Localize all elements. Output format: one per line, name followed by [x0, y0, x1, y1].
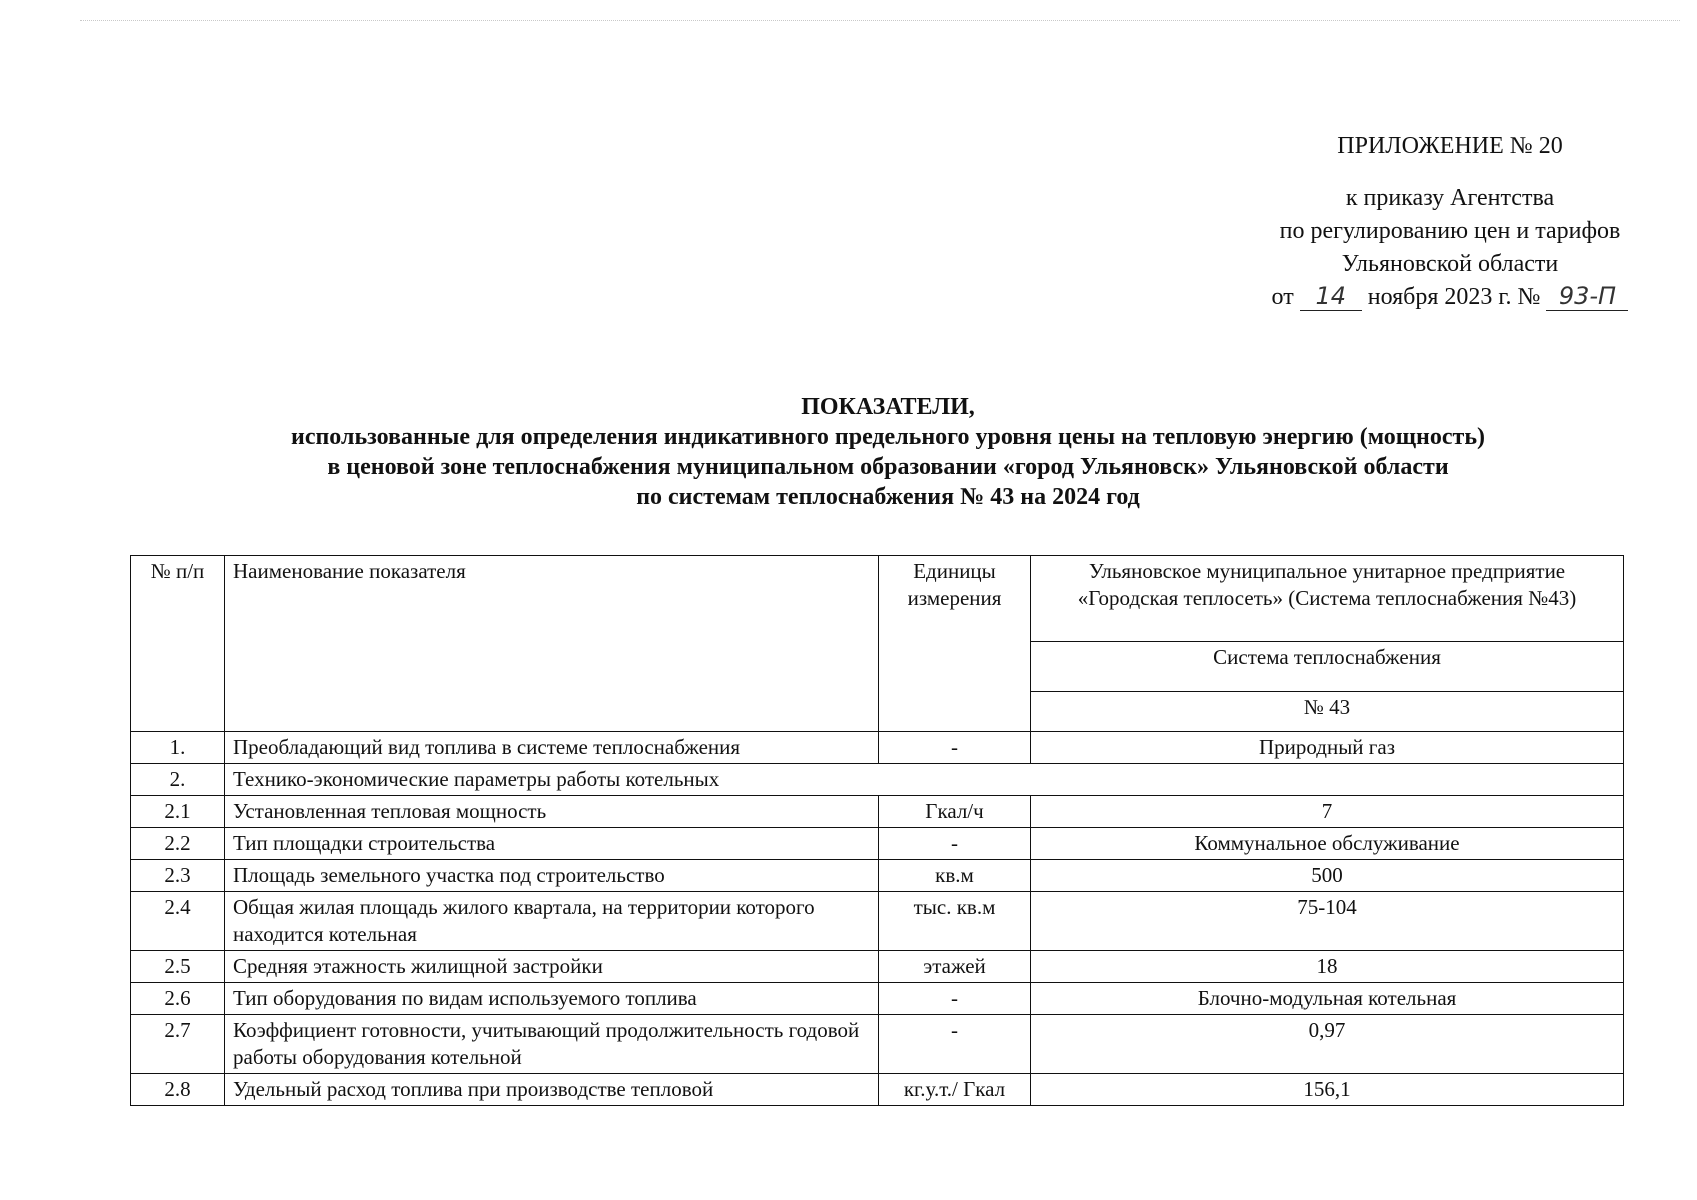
- order-day-handwritten: 14: [1300, 282, 1362, 311]
- table-row: [131, 764, 1624, 796]
- cell-value: 500: [1031, 860, 1624, 892]
- order-middle: ноября 2023 г. №: [1367, 284, 1541, 310]
- appendix-line-1: к приказу Агентства: [1345, 185, 1555, 211]
- cell-num: 2.3: [131, 860, 225, 892]
- cell-value: 18: [1031, 951, 1624, 983]
- cell-num: 2.7: [131, 1015, 225, 1074]
- cell-unit: этажей: [879, 951, 1031, 983]
- appendix-block: [1230, 130, 1670, 314]
- order-line: [1230, 281, 1670, 314]
- appendix-line-2: по регулированию цен и тарифов: [1279, 218, 1621, 244]
- header-system-number: № 43: [1031, 692, 1624, 732]
- table-row: [131, 1015, 1624, 1074]
- cell-unit: -: [879, 1015, 1031, 1074]
- cell-num: 2.4: [131, 892, 225, 951]
- table-row: [131, 828, 1624, 860]
- cell-value: 156,1: [1031, 1074, 1624, 1106]
- cell-unit: кв.м: [879, 860, 1031, 892]
- cell-name: Тип оборудования по видам используемого топлива: [225, 983, 879, 1015]
- cell-section-name: Технико-экономические параметры работы котельных: [225, 764, 1624, 796]
- table-row: [131, 1074, 1624, 1106]
- cell-name: Удельный расход топлива при производстве тепловой: [225, 1074, 879, 1106]
- title-line-1: ПОКАЗАТЕЛИ,: [801, 394, 975, 420]
- table-header-row: [131, 556, 1624, 642]
- title-line-2: использованные для определения индикативного предельного уровня цены на тепловую энергию (мощность): [291, 424, 1485, 450]
- cell-unit: -: [879, 983, 1031, 1015]
- cell-name: Общая жилая площадь жилого квартала, на территории которого находится котельная: [225, 892, 879, 951]
- cell-value: Коммунальное обслуживание: [1031, 828, 1624, 860]
- table-row: [131, 732, 1624, 764]
- header-num: № п/п: [131, 556, 225, 732]
- order-prefix: от: [1271, 284, 1294, 310]
- header-system: Система теплоснабжения: [1031, 642, 1624, 692]
- order-number-handwritten: 93-П: [1546, 282, 1628, 311]
- cell-num: 2.1: [131, 796, 225, 828]
- table-row: [131, 860, 1624, 892]
- cell-name: Установленная тепловая мощность: [225, 796, 879, 828]
- appendix-heading: ПРИЛОЖЕНИЕ № 20: [1337, 133, 1563, 159]
- cell-num: 2.2: [131, 828, 225, 860]
- cell-unit: -: [879, 828, 1031, 860]
- cell-name: Площадь земельного участка под строительство: [225, 860, 879, 892]
- indicators-table: [130, 555, 1624, 1106]
- header-name: Наименование показателя: [225, 556, 879, 732]
- table-row: [131, 796, 1624, 828]
- cell-unit: Гкал/ч: [879, 796, 1031, 828]
- header-unit: Единицы измерения: [879, 556, 1031, 732]
- table-row: [131, 983, 1624, 1015]
- cell-unit: кг.у.т./ Гкал: [879, 1074, 1031, 1106]
- cell-name: Средняя этажность жилищной застройки: [225, 951, 879, 983]
- cell-value: Блочно-модульная котельная: [1031, 983, 1624, 1015]
- cell-name: Тип площадки строительства: [225, 828, 879, 860]
- cell-name: Преобладающий вид топлива в системе теплоснабжения: [225, 732, 879, 764]
- cell-value: 0,97: [1031, 1015, 1624, 1074]
- cell-value: 7: [1031, 796, 1624, 828]
- scan-artifact-line: [80, 20, 1680, 21]
- document-title: [130, 392, 1646, 512]
- table-row: [131, 892, 1624, 951]
- cell-num: 1.: [131, 732, 225, 764]
- appendix-line-3: Ульяновской области: [1341, 251, 1559, 277]
- header-organization: Ульяновское муниципальное унитарное предприятие «Городская теплосеть» (Система теплоснабжения №43): [1031, 556, 1624, 642]
- cell-unit: -: [879, 732, 1031, 764]
- cell-num: 2.8: [131, 1074, 225, 1106]
- title-line-3: в ценовой зоне теплоснабжения муниципальном образовании «город Ульяновск» Ульяновской области: [327, 454, 1449, 480]
- cell-num: 2.5: [131, 951, 225, 983]
- cell-value: 75-104: [1031, 892, 1624, 951]
- cell-num: 2.: [131, 764, 225, 796]
- title-line-4: по системам теплоснабжения № 43 на 2024 год: [636, 484, 1140, 510]
- cell-value: Природный газ: [1031, 732, 1624, 764]
- table-body: [131, 732, 1624, 1106]
- table-row: [131, 951, 1624, 983]
- cell-unit: тыс. кв.м: [879, 892, 1031, 951]
- cell-num: 2.6: [131, 983, 225, 1015]
- cell-name: Коэффициент готовности, учитывающий продолжительность годовой работы оборудования котельной: [225, 1015, 879, 1074]
